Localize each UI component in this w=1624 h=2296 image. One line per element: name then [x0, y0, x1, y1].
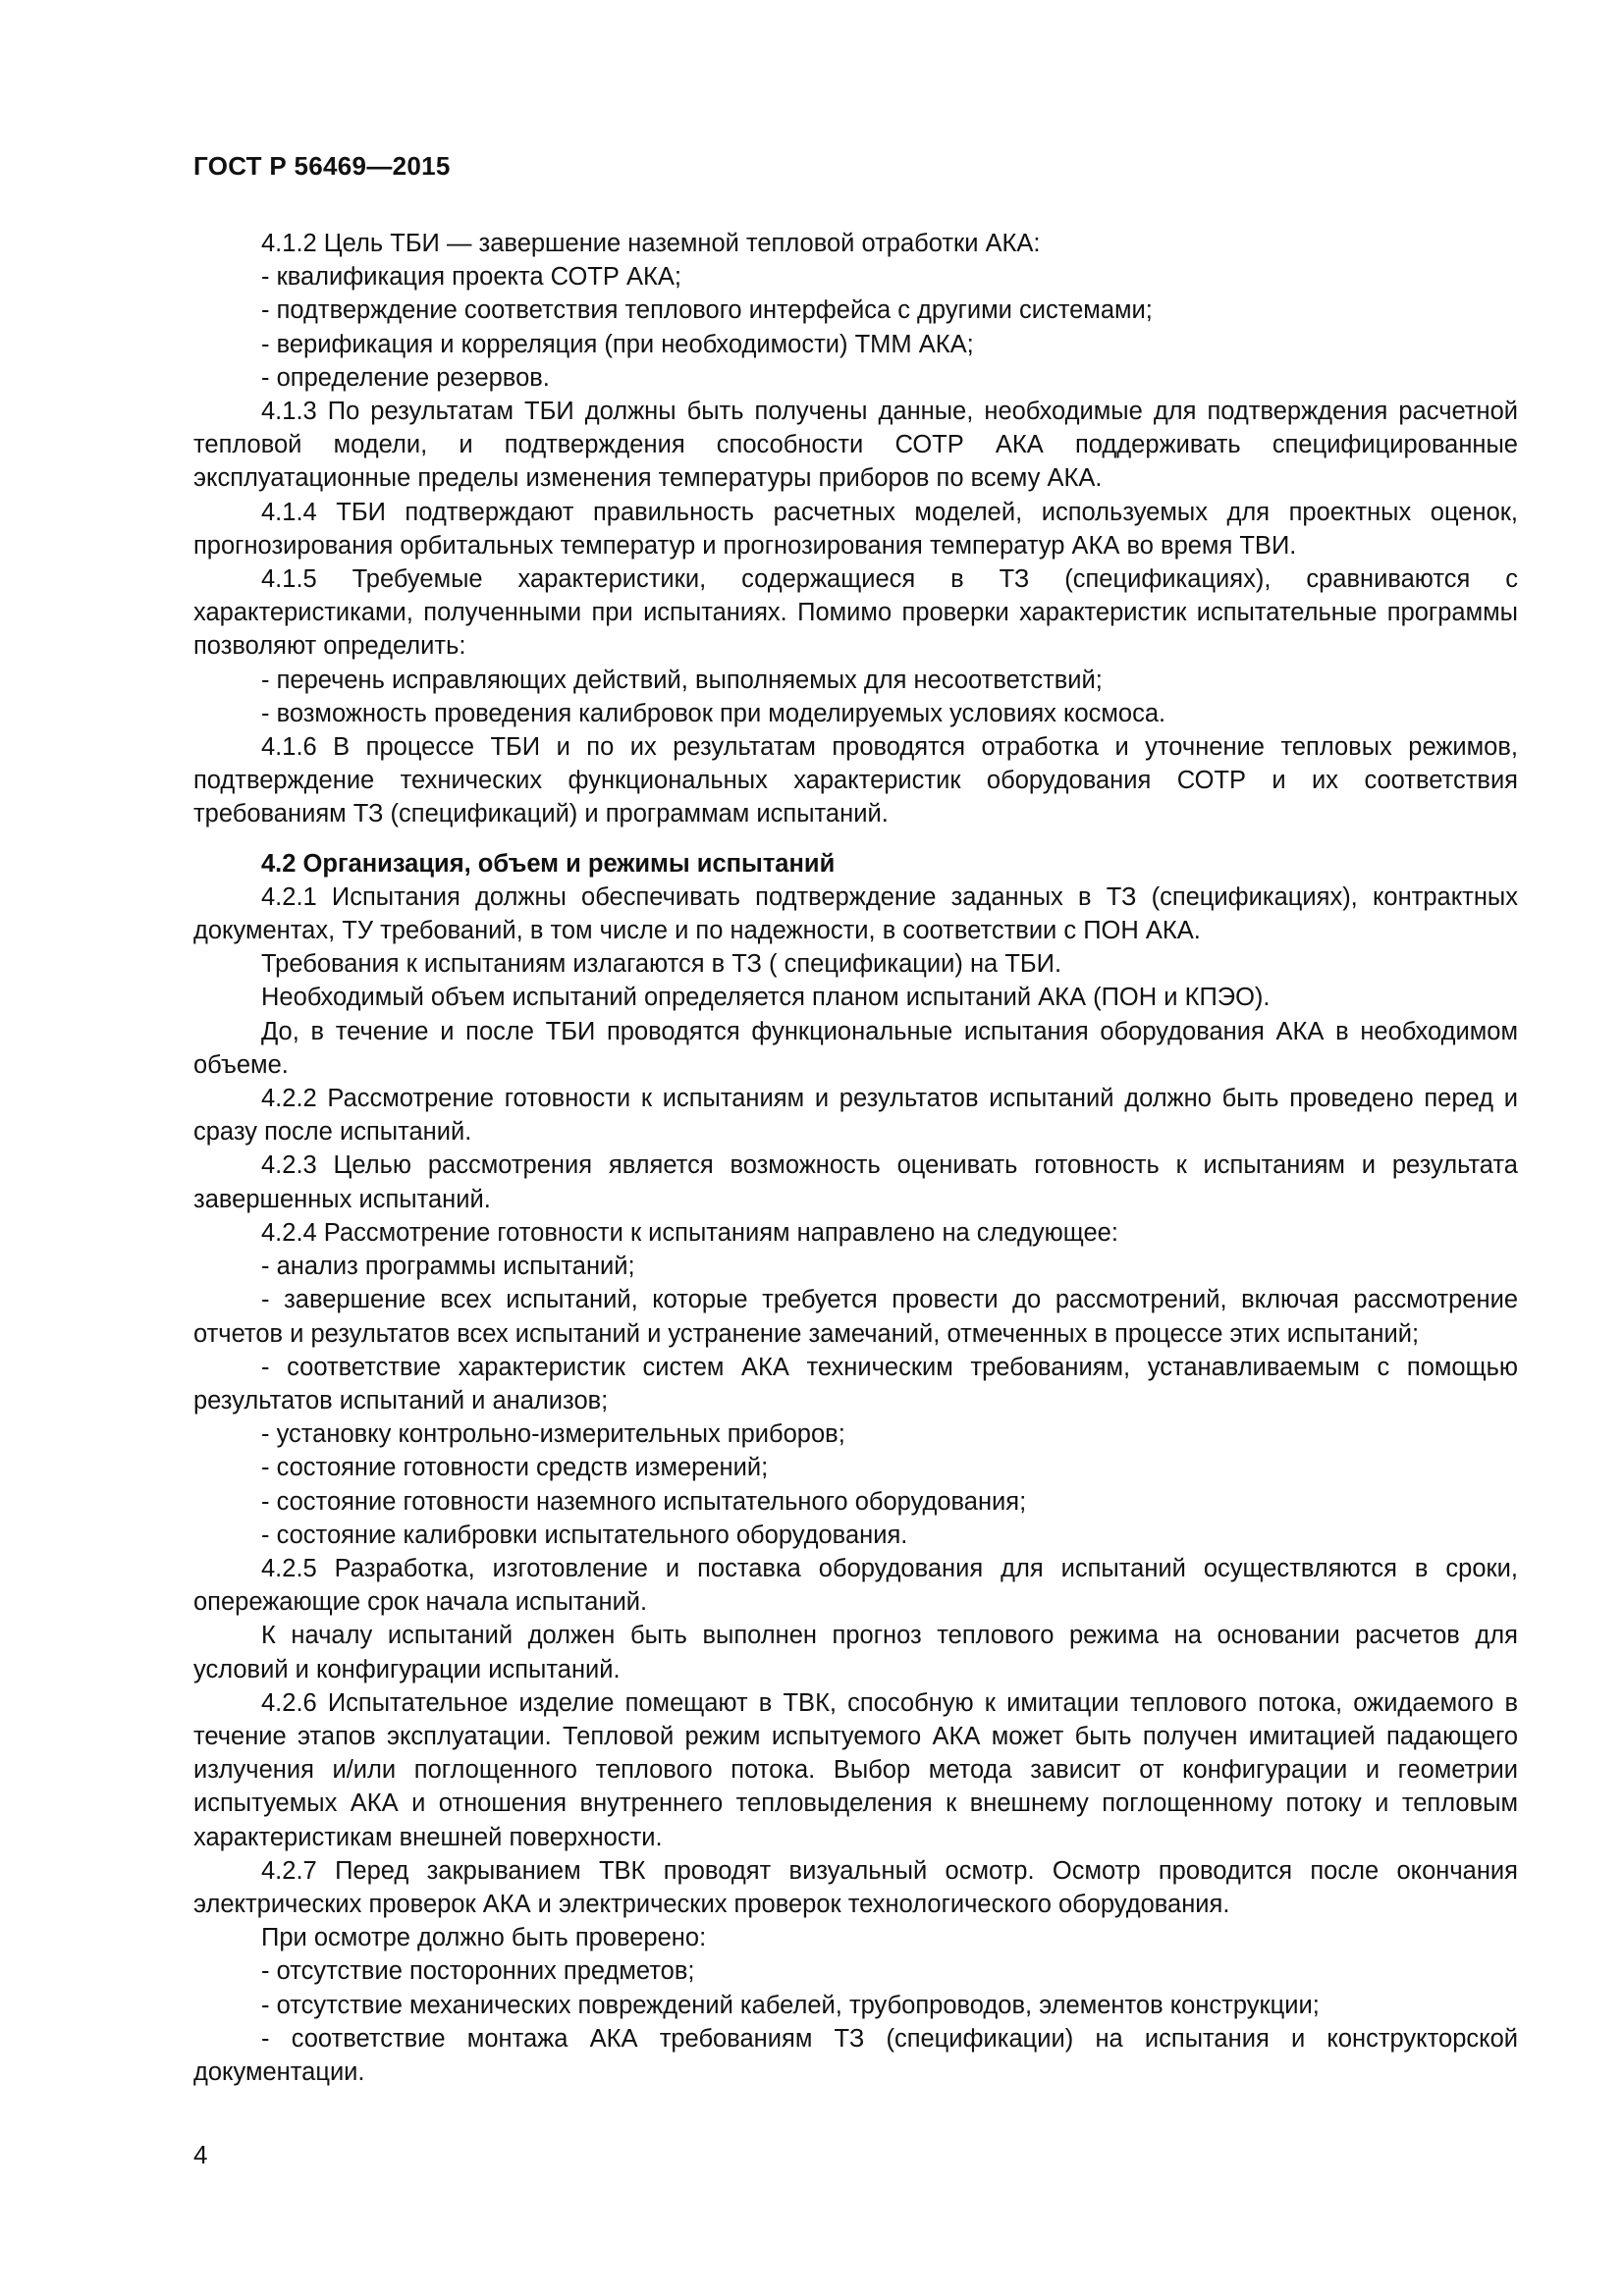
list-item: - отсутствие посторонних предметов; — [261, 1957, 695, 1986]
paragraph: Необходимый объем испытаний определяется планом испытаний АКА (ПОН и КПЭО). — [261, 984, 1271, 1012]
paragraph-4-2-2: 4.2.2 Рассмотрение готовности к испытаниям и результатов испытаний должно быть проведено перед и сразу после испытаний. — [193, 1085, 1518, 1147]
section-heading-4-2: 4.2 Организация, объем и режимы испытаний — [261, 849, 836, 878]
paragraph: К началу испытаний должен быть выполнен прогноз теплового режима на основании расчетов для условий и конфигурации испытаний. — [193, 1622, 1518, 1683]
page-number: 4 — [193, 2140, 208, 2169]
paragraph-4-2-4: 4.2.4 Рассмотрение готовности к испытаниям направлено на следующее: — [261, 1218, 1118, 1247]
paragraph-4-1-5: 4.1.5 Требуемые характеристики, содержащиеся в ТЗ (спецификациях), сравниваются с характеристиками, полученными при испытаниях. Помимо проверки характеристик испытательные программы позволяют определить: — [193, 565, 1518, 661]
list-item: - завершение всех испытаний, которые требуется провести до рассмотрений, включая рассмотрение отчетов и результатов всех испытаний и устранение замечаний, отмеченных в процессе этих испытаний; — [193, 1286, 1518, 1348]
paragraph-4-2-7: 4.2.7 Перед закрыванием ТВК проводят визуальный осмотр. Осмотр проводится после окончания электрических проверок АКА и электрических проверок технологического оборудования. — [193, 1856, 1518, 1918]
list-item: - соответствие монтажа АКА требованиям ТЗ (спецификации) на испытания и конструкторской документации. — [193, 2024, 1518, 2086]
list-item: - подтверждение соответствия теплового интерфейса с другими системами; — [261, 296, 1153, 325]
paragraph-4-1-2: 4.1.2 Цель ТБИ — завершение наземной тепловой отработки АКА: — [261, 230, 1041, 257]
list-item: - верификация и корреляция (при необходимости) ТММ АКА; — [261, 330, 974, 358]
list-item: - квалификация проекта СОТР АКА; — [261, 263, 681, 292]
list-item: - отсутствие механических повреждений кабелей, трубопроводов, элементов конструкции; — [261, 1991, 1320, 2019]
list-item: - анализ программы испытаний; — [261, 1253, 635, 1281]
list-item: - перечень исправляющих действий, выполняемых для несоответствий; — [261, 666, 1103, 694]
list-item: - соответствие характеристик систем АКА техническим требованиям, устанавливаемым с помощью результатов испытаний и анализов; — [193, 1353, 1518, 1415]
document-body — [193, 227, 1518, 2089]
list-item: - установку контрольно-измерительных приборов; — [261, 1420, 845, 1449]
document-code-header: ГОСТ Р 56469—2015 — [193, 151, 451, 181]
paragraph-4-1-4: 4.1.4 ТБИ подтверждают правильность расчетных моделей, используемых для проектных оценок, прогнозирования орбитальных температур и прогнозирования температур АКА во время ТВИ. — [193, 498, 1518, 560]
paragraph-4-2-1: 4.2.1 Испытания должны обеспечивать подтверждение заданных в ТЗ (спецификациях), контрактных документах, ТУ требований, в том числе и по надежности, в соответствии с ПОН АКА. — [193, 882, 1518, 945]
paragraph: Требования к испытаниям излагаются в ТЗ ( спецификации) на ТБИ. — [261, 950, 1062, 979]
list-item: - состояние готовности наземного испытательного оборудования; — [261, 1487, 1027, 1516]
list-item: - возможность проведения калибровок при моделируемых условиях космоса. — [261, 699, 1166, 727]
paragraph: До, в течение и после ТБИ проводятся функциональные испытания оборудования АКА в необходимом объеме. — [193, 1017, 1518, 1079]
paragraph: При осмотре должно быть проверено: — [261, 1924, 707, 1952]
paragraph-4-2-3: 4.2.3 Целью рассмотрения является возможность оценивать готовность к испытаниям и результата завершенных испытаний. — [193, 1151, 1518, 1213]
list-item: - состояние готовности средств измерений; — [261, 1454, 769, 1482]
paragraph-4-1-6: 4.1.6 В процессе ТБИ и по их результатам проводятся отработка и уточнение тепловых режимов, подтверждение технических функциональных характеристик оборудования СОТР и их соответствия требованиям ТЗ (спецификаций) и программам испытаний. — [193, 733, 1518, 828]
paragraph-4-2-5: 4.2.5 Разработка, изготовление и поставка оборудования для испытаний осуществляются в сроки, опережающие срок начала испытаний. — [193, 1554, 1518, 1617]
paragraph-4-2-6: 4.2.6 Испытательное изделие помещают в ТВК, способную к имитации теплового потока, ожидаемого в течение этапов эксплуатации. Тепловой режим испытуемого АКА может быть получен имитацией падающего излучения и/или поглощенного теплового потока. Выбор метода зависит от конфигурации и геометрии испытуемых АКА и отношения внутреннего тепловыделения к внешнему поглощенному потоку и тепловым характеристикам внешней поверхности. — [193, 1688, 1518, 1851]
paragraph-4-1-3: 4.1.3 По результатам ТБИ должны быть получены данные, необходимые для подтверждения расчетной тепловой модели, и подтверждения способности СОТР АКА поддерживать специфицированные эксплуатационные пределы изменения температуры приборов по всему АКА. — [193, 398, 1518, 493]
list-item: - состояние калибровки испытательного оборудования. — [261, 1521, 908, 1549]
list-item: - определение резервов. — [261, 363, 550, 392]
